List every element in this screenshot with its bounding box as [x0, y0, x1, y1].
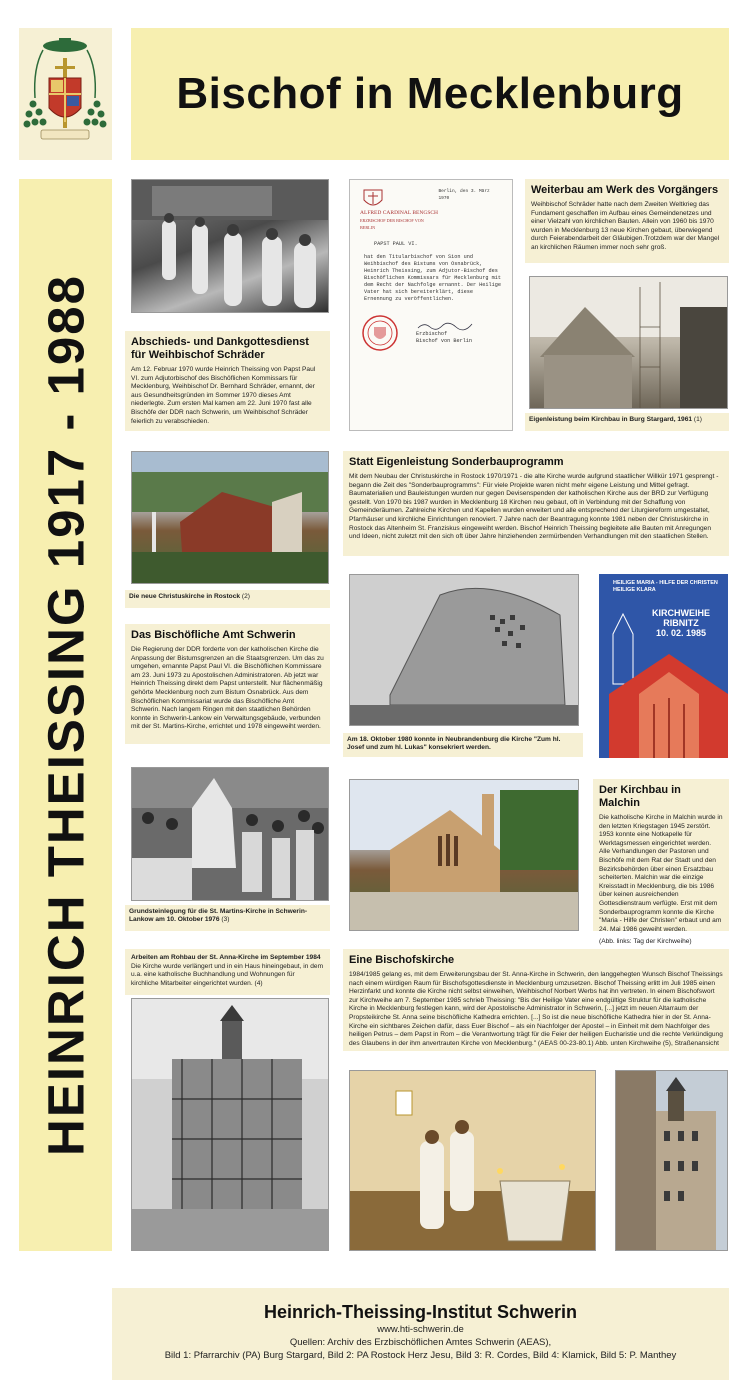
- vertical-banner: [19, 179, 112, 1251]
- text-abschied: Am 12. Februar 1970 wurde Heinrich Theissing von Papst Paul VI. zum Adjutorbischof des Bischöflichen Kommissars für Mecklenburg, Weihbischof Dr. Bernhard Schräder, ernannt, der aus Gesundheitsgründen im Sommer 1970 dieses Amt niederlegte. Zum ersten Mal kamen am 22. Juni 1970 fast alle Bischöfe der DDR nach Schwerin, um Weihbischof Schräder feierlich zu verabschieden.: [131, 366, 316, 425]
- letter-sender-sub: ERZBISCHOF DER BISCHOF VON BERLIN: [360, 218, 424, 230]
- coat-of-arms-panel: [19, 28, 112, 160]
- photo-anna-street: [615, 1070, 728, 1251]
- poster-date: 10. 02. 1985: [655, 628, 707, 638]
- caption-neubrandenburg-text: Am 18. Oktober 1980 konnte in Neubrandenburg die Kirche "Zum hl. Josef und zum hl. Lukas" konsekriert werden.: [347, 736, 561, 752]
- letter-date: Berlin, den 3. März 1970: [438, 189, 490, 201]
- letter-body: hat den Titularbischof von Sion und Weihbischof des Bistums von Osnabrück, Heinrich Theissing, zum Adjutor-Bischof des Bischöflichen Kommissars für Mecklenburg mit dem Recht der Nachfolge ernannt. Der Heilige Vater hat sich bereiterklärt, diese Ernennung zu veröffentlichen.: [364, 254, 501, 302]
- photo-anna-rohbau: [131, 998, 329, 1251]
- poster-line1: HEILIGE MARIA - HILFE DER CHRISTEN: [613, 580, 718, 586]
- page-title-panel: [131, 28, 729, 160]
- text-malchin: Die katholische Kirche in Malchin wurde in den letzten Kriegstagen 1945 zerstört. 1953 konnte eine Notkapelle für Werktagsmessen eingerichtet werden. Alle Verhandlungen der Pastoren und Bischöfe mit dem Rat der Stadt und den Bezirksbehörden über einen Ersatzbau scheiterten. Malchin war die einzige Kreisstadt in Mecklenburg, die bis 1986 über keinen ausreichenden Gottesdienstraum verfügte. Erst mit dem Sonderbauprogramm konnte die Kirche "Maria - Hilfe der Christen" erbaut und am 24. Mai 1986 geweiht werden.: [599, 814, 723, 933]
- letter-document: [349, 179, 513, 431]
- caption-christuskirche-num: (2): [241, 593, 250, 600]
- photo-martins-kirche: [131, 767, 329, 901]
- text-box-abschied: [125, 331, 330, 431]
- text-box-sonderbau: [343, 451, 729, 556]
- footer-sources: Quellen: Archiv des Erzbischöflichen Amtes Schwerin (AEAS),: [289, 1337, 552, 1348]
- caption-martins-text: Grundsteinlegung für die St. Martins-Kirche in Schwerin-Lankow am 10. Oktober 1976: [129, 908, 308, 924]
- caption-martins: [125, 905, 330, 931]
- caption-christuskirche-text: Die neue Christuskirche in Rostock: [129, 593, 241, 600]
- letterhead-crest-icon: [360, 188, 386, 210]
- heading-amt: Das Bischöfliche Amt Schwerin: [131, 629, 296, 641]
- text-weiterbau: Weihbischof Schräder hatte nach dem Zweiten Weltkrieg das Fundament geschaffen im Aufbau eines Gemeindenetzes und einer Vielzahl von kirchlichen Bauten. Allein von 1960 bis 1970 wurden in Mecklenburg 13 neue Kirchen gebaut, überwiegend durch Feierabendarbeit der Gläubigen.Trotzdem war der Mangel an kirchlichen Räumen immer noch sehr groß.: [531, 201, 720, 251]
- photo-christuskirche: [131, 451, 329, 584]
- note-malchin: (Abb. links: Tag der Kirchweihe): [599, 938, 692, 946]
- poster-line2: HEILIGE KLARA: [613, 587, 656, 593]
- heading-bischofskirche: Eine Bischofskirche: [349, 954, 455, 966]
- caption-christuskirche: [125, 590, 330, 608]
- seal-icon: [360, 313, 400, 353]
- poster-kirchweihe: KIRCHWEIHE: [652, 608, 710, 618]
- coat-of-arms-icon: [19, 28, 112, 160]
- heading-anna: Arbeiten am Rohbau der St. Anna-Kirche im September 1984: [131, 954, 321, 961]
- photo-kirchweihe-anna: [349, 1070, 596, 1251]
- poster-place: RIBNITZ: [663, 618, 699, 628]
- text-amt: Die Regierung der DDR forderte von der katholischen Kirche die Anpassung der Bistumsgrenzen an die Staatsgrenzen. Um das zu umgehen, ernannte Papst Paul VI. die Bischöflichen Kommissare am 23. Juni 1973 zu Apostolischen Administratoren. Ab jetzt war Heinrich Theissing direkt dem Papst unterstellt. Nur flächenmäßig gehörte Mecklenburg noch zum Bistum Osnabrück. Aus dem Bischöflichen Kommissariat wurde das Bischöfliche Amt Schwerin. Nach langem Ringen mit den staatlichen Behörden konnte in Schwerin-Lankow ein Verwaltungsgebäude, verbunden mit der St. Martins-Kirche, errichtet und 1978 eingeweiht werden.: [131, 646, 324, 731]
- heading-weiterbau: Weiterbau am Werk des Vorgängers: [531, 184, 719, 196]
- text-sonderbau: Mit dem Neubau der Christuskirche in Rostock 1970/1971 - die alte Kirche wurde aufgrund staatlicher Willkür 1971 gesprengt - begann die Zeit des "Sonderbauprogramms": Für viele Projekte waren nicht mehr eigene Leistung und Mittel gefragt. Baumaterialien und Bauleistungen wurden nur gegen Devisenspenden der katholischen Kirche aus der BRD zur Verfügung gestellt. Von 1970 bis 1987 wurden in Mecklenburg 18 Kirchen neu gebaut, oft in Verbindung mit der Schaffung von Gemeinderäumen. Zahlreiche Kirchen und Kapellen wurden erweitert und alle entsprechend der Liturgiereform umgestaltet, Pfarrhäuser und kirchliche Einrichtungen renoviert. 7 Jahre nach der Beantragung konnte 1981 neben der Christuskirche in Rostock das Altenheim St. Franziskus eingeweiht werden. Bischof Heinrich Theissing begleitete alle Bauten mit Anregungen und Ideen, nicht zuletzt mit den sich oft über Jahre hinziehenden zermürbenden Verhandlungen mit den staatlichen Stellen.: [349, 473, 719, 541]
- caption-martins-num: (3): [221, 916, 230, 924]
- caption-burg-stargard: [525, 413, 729, 431]
- photo-procession: [131, 179, 329, 313]
- photo-burg-stargard: [529, 276, 728, 409]
- letter-signer: Erzbischof: [416, 331, 448, 337]
- text-box-malchin: [593, 779, 729, 946]
- footer-credits: Bild 1: Pfarrarchiv (PA) Burg Stargard, Bild 2: PA Rostock Herz Jesu, Bild 3: R. Cordes, Bild 4: Klamick, Bild 5: P. Manthey: [164, 1350, 677, 1361]
- text-box-anna: [125, 949, 330, 995]
- letter-recipient: PAPST PAUL VI.: [374, 241, 418, 247]
- heading-malchin: Der Kirchbau in Malchin: [599, 784, 681, 809]
- poster-kirchweihe-ribnitz: [599, 574, 728, 758]
- letter-sender: ALFRED CARDINAL BENGSCH: [360, 210, 439, 216]
- text-box-bischofskirche: [343, 949, 729, 1051]
- heading-sonderbau: Statt Eigenleistung Sonderbauprogramm: [349, 456, 564, 468]
- photo-neubrandenburg: [349, 574, 579, 726]
- footer-panel: [112, 1288, 729, 1380]
- text-box-weiterbau: [525, 179, 729, 263]
- footer-url[interactable]: www.hti-schwerin.de: [377, 1324, 464, 1335]
- caption-neubrandenburg: [343, 733, 583, 757]
- poster-church-illustration: [599, 574, 728, 758]
- signature-icon: [416, 321, 476, 331]
- photo-malchin: [349, 779, 579, 931]
- text-bischofskirche: 1984/1985 gelang es, mit dem Erweiterungsbau der St. Anna-Kirche in Schwerin, den langgehegten Wunsch Bischof Theissings nach einem würdigen Raum für Bischofsgottesdienste in Mecklenburg umzusetzen. Bischof Theissing erlitt im Juli 1985 einen Herzinfarkt und konnte die Kirche nicht selbst einweihen, Weihbischof Norbert Werbs hat ihn vertreten. In einem Bischofswort zur Kirchweihe am 7. September 1985 schrieb Theissing: "Bis der Heilige Vater eine endgültige Struktur für die katholische Kirche in Mecklenburg festlegen kann, wird der Apostolische Administrator in Schwerin, [...] jetzt im neuen Altarraum der Propsteikirche St. Anna seine bischöfliche Kathedra errichten. [...] So ist die neue bischöfliche Kathedra hier in der St. Anna-Kirche ein sichtbares Zeichen dafür, dass Euer Bischof – als ein Nachfolger der Apostel – in Einheit mit dem Nachfolger des heiligen Petrus – dem Papst in Rom – die Verantwortung trägt für die Feier der heiligen Eucharistie und die rechte Verkündigung des Glaubens in der ihm anvertrauten Kirche von Mecklenburg." (AEAS 00-23-80.1) Abb. unten Kirchweihe (5), Straßenansicht: [349, 971, 723, 1047]
- text-anna: Die Kirche wurde verlängert und in ein Haus hineingebaut, in dem u.a. eine katholische Buchhandlung und Wohnungen für kirchliche Mitarbeiter eingerichtet wurden. (4): [131, 962, 324, 987]
- page-title: Bischof in Mecklenburg: [176, 69, 684, 118]
- heading-abschied: Abschieds- und Dankgottesdienst für Weihbischof Schräder: [131, 336, 309, 361]
- footer-heading: Heinrich-Theissing-Institut Schwerin: [263, 1302, 578, 1322]
- text-box-amt: [125, 624, 330, 744]
- vertical-title: HEINRICH THEISSING 1917 - 1988: [37, 274, 94, 1156]
- caption-burg-stargard-text: Eigenleistung beim Kirchbau in Burg Stargard, 1961: [529, 416, 693, 423]
- letter-signer-sub: Bischof von Berlin: [416, 338, 473, 344]
- caption-burg-stargard-num: (1): [693, 416, 702, 423]
